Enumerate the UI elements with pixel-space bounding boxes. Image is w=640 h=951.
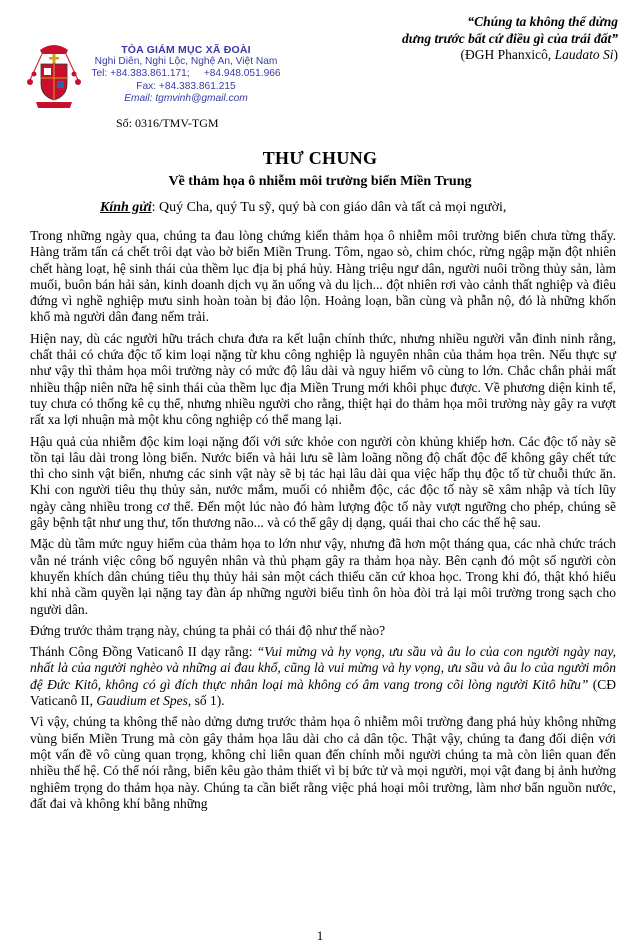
p6-cite-work: Gaudium et Spes — [96, 693, 188, 709]
p6-cite-b: , số 1). — [187, 693, 225, 709]
letterhead-fax: Fax: +84.383.861.215 — [136, 80, 236, 92]
letterhead-tel: Tel: +84.383.861.171; +84.948.051.966 — [91, 68, 281, 80]
paragraph-7: Vì vậy, chúng ta không thể nào dửng dưng trước thảm họa ô nhiễm môi trường đang phá hủy không những vùng biển Miền Trung mà còn gây thảm họa lâu dài cho cả dân tộc. Thật vậy, chúng ta đang đối diện với một vấn đề vô cùng quan trọng, không chỉ liên quan đến chính mỗi người chúng ta mà còn liên quan đến nhiều thế hệ. Có thể nói rằng, biển kêu gào thảm thiết vì bị bức tử và mọi người, mọi vật đang bị ảnh hưởng nghiêm trọng do thảm họa này. Chúng ta cần biết rằng việc phá hoại môi trường, làm nhơ bẩn nguồn nước, đất đai và không khí bằng những — [30, 714, 616, 811]
header-quote — [318, 14, 618, 64]
quote-attribution — [318, 47, 618, 64]
p6-cite-a: (CĐ Vaticanô II, — [30, 676, 617, 709]
letter-title: THƯ CHUNG — [262, 148, 378, 168]
paragraph-2: Hiện nay, dù các người hữu trách chưa đưa ra kết luận chính thức, nhưng nhiều người vẫn đinh ninh rằng, chất thải có chứa độc tố kim loại nặng từ khu công nghiệp là nguyên nhân của thảm họa trên. Nếu thực sự như vậy thì thảm họa môi trường này có mức độ lâu dài và nguy hiểm vô cùng to lớn. Chắc chắn phải mất nhiều thập niên nữa hệ sinh thái của thềm lục địa Miền Trung mới khôi phục được. Về phương diện kinh tế, tuy chưa có thống kê cụ thể, nhưng nhiều người cho rằng, thiệt hại do thảm họa môi trường này gây ra vượt rất xa lợi nhuận mà một khu công nghiệp có thể mang lại. — [30, 330, 616, 428]
greeting-text: : Quý Cha, quý Tu sỹ, quý bà con giáo dân và tất cả mọi người, — [151, 200, 507, 215]
letterhead-address: Nghi Diên, Nghi Lộc, Nghệ An, Việt Nam — [94, 56, 278, 68]
paragraph-4: Mặc dù tầm mức nguy hiểm của thảm họa to lớn như vậy, nhưng đã hơn một tháng qua, các nhà chức trách vẫn né tránh việc công bố nguyên nhân và thủ phạm gây ra thảm họa này. Bên cạnh đó một số người còn khuyến khích dân chúng tiêu thụ thủy hải sản một cách thiếu căn cứ khoa học. Trong khi đó, thật khó hiểu khi nhà cầm quyền lại nặng tay đàn áp những người biểu tình ôn hòa đòi trả lại môi trường trong sạch cho người dân. — [30, 536, 616, 617]
letterhead-email: Email: tgmvinh@gmail.com — [124, 92, 248, 104]
p6-intro: Thánh Công Đồng Vaticanô II dạy rằng: — [30, 644, 257, 660]
quote-line-2: dưng trước bất cứ điều gì của trái đất” — [401, 30, 618, 46]
letterhead-org: TÒA GIÁM MỤC XÃ ĐOÀI — [121, 44, 251, 56]
p6-quote: “Vui mừng và hy vọng, ưu sầu và âu lo của con người ngày nay, nhất là của người nghèo và những ai đau khổ, cũng là vui mừng và hy vọng, ưu sầu và âu lo của người môn đệ Đức Kitô, không có gì đích thực nhân loại mà không có âm vang trong cõi lòng người Kitô hữu” — [30, 644, 616, 692]
letter-body — [30, 228, 616, 817]
attribution-suffix: ) — [613, 47, 618, 62]
attribution-work: Laudato Si — [554, 47, 614, 62]
paragraph-3: Hậu quả của nhiễm độc kim loại nặng đối với sức khỏe con người còn khủng khiếp hơn. Các độc tố này sẽ tồn tại lâu dài trong lòng biển. Nước biển và hải lưu sẽ làm loãng nồng độ chất độc để không gây chết tức thì cho sinh vật biển, nhưng các sinh vật này sẽ bị tác hại lâu dài qua việc hấp thụ độc tố từ chuỗi thức ăn. Khi con người tiêu thụ thủy sản, nước mắm, muối có nhiễm độc, các độc tố này sẽ xâm nhập và tích lũy ngày càng nhiều trong cơ thể. Đến một lúc nào đó hàm lượng độc tố này vượt ngưỡng cho phép, chúng sẽ gây bệnh tật như ung thư, tổn thương não... và có thể gây dị dạng, quái thai cho các thế hệ sau. — [30, 433, 616, 531]
letterhead — [86, 44, 286, 105]
coat-of-arms-logo — [22, 40, 86, 112]
quote-line-1: “Chúng ta không thể dửng — [467, 14, 618, 29]
document-number: Số: 0316/TMV-TGM — [116, 116, 219, 130]
paragraph-1: Trong những ngày qua, chúng ta đau lòng chứng kiến thảm họa ô nhiễm môi trường biển chưa từng thấy. Hàng trăm tấn cá chết trôi dạt vào bờ biển Miền Trung. Tôm, ngao sò, chim chóc, rừng ngập mặn đột nhiên chết hàng loạt, hệ sinh thái của thềm lục địa bị phá hủy. Hàng triệu ngư dân, người nuôi trồng thủy sản, làm muối, buôn bán hải sản, kinh doanh dịch vụ ăn uống và du lịch... đột nhiên rơi vào cảnh thất nghiệp và điêu đứng vì nghề nghiệp mưu sinh hoàn toàn bị đảo lộn. Hoảng loạn, bần cùng và phẫn nộ, đó là những khốn khổ mà người dân đang nếm trải. — [30, 228, 616, 325]
paragraph-5: Đứng trước thảm trạng này, chúng ta phải có thái độ như thế nào? — [30, 622, 386, 638]
greeting-label: Kính gửi — [100, 200, 152, 215]
page-number: 1 — [316, 928, 324, 943]
paragraph-6 — [30, 644, 616, 709]
letter-subtitle: Về thảm họa ô nhiễm môi trường biển Miền Trung — [168, 174, 472, 189]
attribution-prefix: (ĐGH Phanxicô, — [460, 47, 555, 62]
greeting — [100, 200, 506, 216]
